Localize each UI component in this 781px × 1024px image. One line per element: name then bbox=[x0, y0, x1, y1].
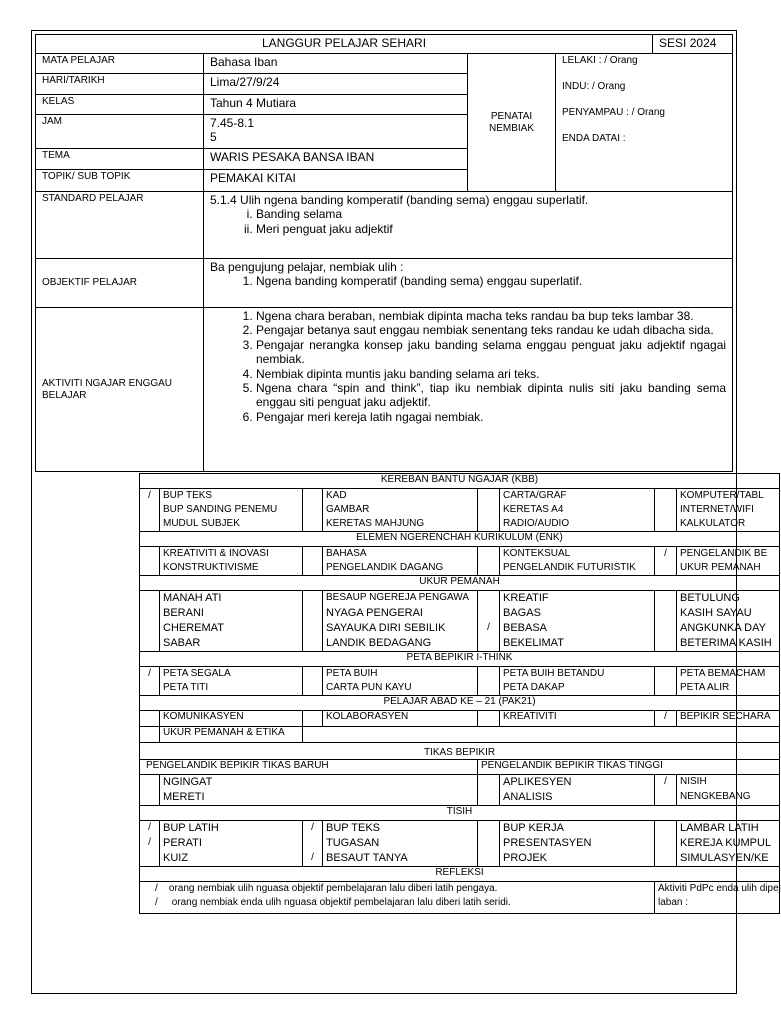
time-value bbox=[204, 115, 468, 149]
pak21-item: UKUR PEMANAH & ETIKA bbox=[160, 727, 303, 743]
class-label: KELAS bbox=[36, 95, 204, 115]
objective-intro: Ba pengujung pelajar, nembiak ulih : bbox=[210, 260, 404, 274]
ithink-checkbox[interactable] bbox=[655, 667, 677, 696]
tisih-col4: LAMBAR LATIH KEREJA KUMPUL SIMULASYEN/KE bbox=[677, 821, 780, 867]
attendance-label: PENATAI NEMBIAK bbox=[468, 54, 556, 192]
time-start: 7.45-8.1 bbox=[210, 116, 255, 130]
activity-item: 5. Ngena chara “spin and think”, tiap iku nembiak dipinta nulis siti jaku banding sema enggau siti penguat jaku adjektif. bbox=[256, 381, 726, 410]
kbb-title: KEREBAN BANTU NGAJAR (KBB) bbox=[140, 474, 780, 489]
tikas-checkbox[interactable] bbox=[478, 775, 500, 806]
checklist-table bbox=[139, 473, 780, 914]
topic-value: PEMAKAI KITAI bbox=[204, 170, 468, 192]
enk-col4: PENGELANDIK BE UKUR PEMANAH bbox=[677, 547, 780, 576]
ukur-checkbox[interactable] bbox=[655, 591, 677, 652]
tisih-checkbox[interactable]: / / bbox=[303, 821, 323, 867]
pak21-checkbox[interactable]: / bbox=[655, 711, 677, 727]
activities-content bbox=[204, 308, 733, 472]
subject-label: MATA PELAJAR bbox=[36, 54, 204, 74]
pak21-item: KOLABORASYEN bbox=[323, 711, 478, 727]
enk-title: ELEMEN NGERENCHAH KURIKULUM (ENK) bbox=[140, 532, 780, 547]
objective-item: 1. Ngena banding komperatif (banding sema) enggau superlatif. bbox=[256, 274, 726, 288]
kbb-col4: KOMPUTER/TABL INTERNET/WIFI KALKULATOR bbox=[677, 489, 780, 532]
activity-item: 1. Ngena chara beraban, nembiak dipinta macha teks randau ba bup teks lambar 38. bbox=[256, 309, 726, 323]
ithink-title: PETA BEPIKIR I-THINK bbox=[140, 652, 780, 667]
day-label: HARI/TARIKH bbox=[36, 74, 204, 95]
ithink-col4: PETA BEMACHAM PETA ALIR bbox=[677, 667, 780, 696]
tikas-checkbox[interactable] bbox=[140, 775, 160, 806]
enk-checkbox[interactable]: / bbox=[655, 547, 677, 576]
tisih-col1: BUP LATIH PERATI KUIZ bbox=[160, 821, 303, 867]
refleksi-lines bbox=[140, 882, 655, 914]
ithink-checkbox[interactable] bbox=[303, 667, 323, 696]
objective-label: OBJEKTIF PELAJAR bbox=[36, 259, 204, 308]
ukur-checkbox[interactable]: / bbox=[478, 591, 500, 652]
tikas-high2-items: NISIH NENGKEBANG bbox=[677, 775, 780, 806]
time-end: 5 bbox=[210, 130, 217, 145]
ithink-checkbox[interactable] bbox=[478, 667, 500, 696]
lesson-plan-table bbox=[35, 34, 733, 472]
activity-item: 4. Nembiak dipinta muntis jaku banding selama ari teks. bbox=[256, 367, 726, 381]
time-label: JAM bbox=[36, 115, 204, 149]
tisih-col2: BUP TEKS TUGASAN BESAUT TANYA bbox=[323, 821, 478, 867]
pak21-item: KOMUNIKASYEN bbox=[160, 711, 303, 727]
enk-checkbox[interactable] bbox=[303, 547, 323, 576]
ukur-checkbox[interactable] bbox=[140, 591, 160, 652]
activity-item: 3. Pengajar nerangka konsep jaku banding selama enggau penguat jaku adjektif ngagai nembiak. bbox=[256, 338, 726, 367]
tikas-low-items: NGINGAT MERETI bbox=[160, 775, 478, 806]
ukur-col1: MANAH ATI BERANI CHEREMAT SABAR bbox=[160, 591, 303, 652]
pak21-checkbox[interactable] bbox=[140, 727, 160, 743]
pak21-checkbox[interactable] bbox=[478, 711, 500, 727]
tikas-high-items: APLIKESYEN ANALISIS bbox=[500, 775, 655, 806]
refleksi-line: orang nembiak enda ulih nguasa objektif pembelajaran lalu diberi latih seridi. bbox=[171, 897, 511, 908]
ithink-col2: PETA BUIH CARTA PUN KAYU bbox=[323, 667, 478, 696]
attendance-box bbox=[556, 54, 733, 192]
enk-checkbox[interactable] bbox=[140, 547, 160, 576]
pak21-item: KREATIVITI bbox=[500, 711, 655, 727]
pak21-item: BEPIKIR SECHARA bbox=[677, 711, 780, 727]
refleksi-line: orang nembiak ulih nguasa objektif pembelajaran lalu diberi latih pengaya. bbox=[168, 883, 498, 894]
ithink-checkbox[interactable]: / bbox=[140, 667, 160, 696]
kbb-checkbox[interactable] bbox=[303, 489, 323, 532]
enk-col1: KREATIVITI & INOVASI KONSTRUKTIVISME bbox=[160, 547, 303, 576]
refleksi-mark: / bbox=[155, 883, 158, 894]
tisih-checkbox[interactable] bbox=[478, 821, 500, 867]
ukur-col3: KREATIF BAGAS BEBASA BEKELIMAT bbox=[500, 591, 655, 652]
kbb-checkbox[interactable] bbox=[478, 489, 500, 532]
enk-checkbox[interactable] bbox=[478, 547, 500, 576]
kbb-col2: KAD GAMBAR KERETAS MAHJUNG bbox=[323, 489, 478, 532]
kbb-col1: BUP TEKS BUP SANDING PENEMU MUDUL SUBJEK bbox=[160, 489, 303, 532]
pak21-title: PELAJAR ABAD KE – 21 (PAK21) bbox=[140, 696, 780, 711]
ukur-title: UKUR PEMANAH bbox=[140, 576, 780, 591]
objective-content bbox=[204, 259, 733, 308]
standard-text: 5.1.4 Ulih ngena banding komperatif (banding sema) enggau superlatif. bbox=[210, 193, 589, 207]
tisih-title: TISIH bbox=[140, 806, 780, 821]
tikas-title: TIKAS BEPIKIR bbox=[140, 743, 780, 760]
tikas-checkbox[interactable]: / bbox=[655, 775, 677, 806]
standard-item: ii. Meri penguat jaku adjektif bbox=[256, 222, 726, 236]
female-count: INDU: / Orang bbox=[562, 81, 626, 92]
kbb-checkbox[interactable] bbox=[655, 489, 677, 532]
kbb-checkbox[interactable]: / bbox=[140, 489, 160, 532]
attendee-count: PENYAMPAU : / Orang bbox=[562, 107, 665, 118]
refleksi-mark: / bbox=[155, 897, 158, 908]
tikas-low-label: PENGELANDIK BEPIKIR TIKAS BARUH bbox=[140, 760, 478, 775]
tikas-high-label: PENGELANDIK BEPIKIR TIKAS TINGGI bbox=[478, 760, 780, 775]
standard-label: STANDARD PELAJAR bbox=[36, 192, 204, 259]
theme-label: TEMA bbox=[36, 149, 204, 170]
session: SESI 2024 bbox=[653, 35, 733, 54]
pak21-checkbox[interactable] bbox=[140, 711, 160, 727]
activity-item: 2. Pengajar betanya saut enggau nembiak senentang teks randau ke udah dibacha sida. bbox=[256, 323, 726, 337]
class-value: Tahun 4 Mutiara bbox=[204, 95, 468, 115]
activities-label: AKTIVITI NGAJAR ENGGAU BELAJAR bbox=[36, 308, 204, 472]
ithink-col3: PETA BUIH BETANDU PETA DAKAP bbox=[500, 667, 655, 696]
tisih-checkbox[interactable]: / / bbox=[140, 821, 160, 867]
refleksi-side: Aktiviti PdPc enda ulih dipej laban : bbox=[655, 882, 780, 914]
kbb-col3: CARTA/GRAF KERETAS A4 RADIO/AUDIO bbox=[500, 489, 655, 532]
ukur-col4: BETULUNG KASIH SAYAU ANGKUNKA DAY BETERIMA KASIH bbox=[677, 591, 780, 652]
topic-label: TOPIK/ SUB TOPIK bbox=[36, 170, 204, 192]
subject-value: Bahasa Iban bbox=[204, 54, 468, 74]
enk-col2: BAHASA PENGELANDIK DAGANG bbox=[323, 547, 478, 576]
ithink-col1: PETA SEGALA PETA TITI bbox=[160, 667, 303, 696]
tisih-col3: BUP KERJA PRESENTASYEN PROJEK bbox=[500, 821, 655, 867]
day-value: Lima/27/9/24 bbox=[204, 74, 468, 95]
standard-content bbox=[204, 192, 733, 259]
tisih-checkbox[interactable] bbox=[655, 821, 677, 867]
absent-count: ENDA DATAI : bbox=[562, 133, 626, 144]
theme-value: WARIS PESAKA BANSA IBAN bbox=[204, 149, 468, 170]
enk-col3: KONTEKSUAL PENGELANDIK FUTURISTIK bbox=[500, 547, 655, 576]
activity-item: 6. Pengajar meri kereja latih ngagai nembiak. bbox=[256, 410, 726, 424]
plan-title: LANGGUR PELAJAR SEHARI bbox=[36, 35, 653, 54]
refleksi-title: REFLEKSI bbox=[140, 867, 780, 882]
ukur-col2: BESAUP NGEREJA PENGAWA NYAGA PENGERAI SAYAUKA DIRI SEBILIK LANDIK BEDAGANG bbox=[323, 591, 478, 652]
male-count: LELAKI : / Orang bbox=[562, 55, 638, 66]
ukur-checkbox[interactable] bbox=[303, 591, 323, 652]
standard-item: i. Banding selama bbox=[256, 207, 726, 221]
pak21-checkbox[interactable] bbox=[303, 711, 323, 727]
